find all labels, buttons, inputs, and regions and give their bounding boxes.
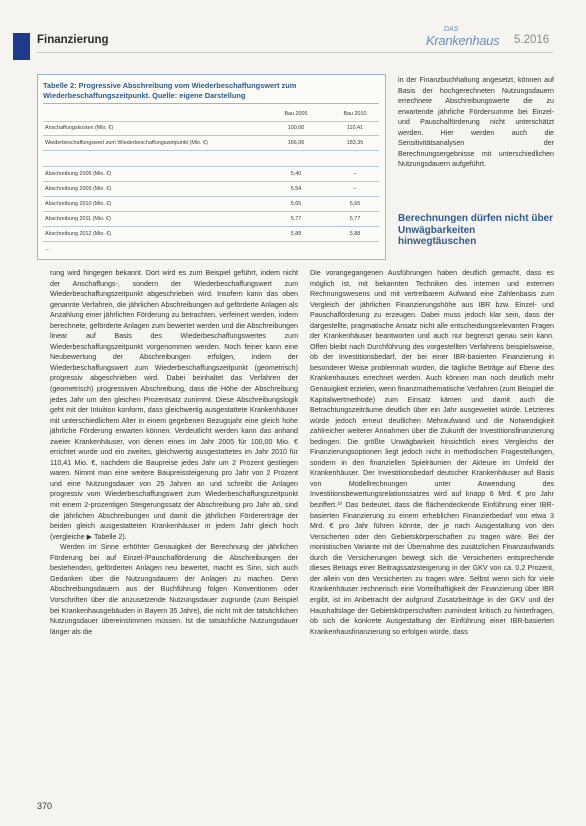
table-cell: – bbox=[353, 186, 357, 192]
table-cell: 183,35 bbox=[346, 140, 364, 146]
table-cell: 100,00 bbox=[287, 125, 305, 131]
table-row-label: Wiederbeschaffungswert zum Wiederbeschaffungszeitpunkt (Mio. €) bbox=[45, 140, 208, 146]
table-column-header: Bau 2005 bbox=[284, 111, 308, 117]
table-row-label: Abschreibung 2011 (Mio. €) bbox=[45, 216, 111, 222]
table-row bbox=[43, 153, 379, 167]
right-top-paragraph: in der Finanzbuchhaltung angesetzt, können auf Basis der hochgerechneten Nutzungsdauern errechnete Abschreibungswerte die zu erwartende jährliche Fördersumme bei Einzel- und Pauschalförderung nicht unterschätzt werden. Hier werden auch die Sensitivitätsanalysen der Berechnungsergebnisse mit unterschiedlichen Nutzungsdauern aufgeführt. bbox=[398, 76, 554, 169]
table-column-header: Bau 2010 bbox=[343, 111, 367, 117]
table-cell: 5,88 bbox=[290, 231, 302, 237]
right-column bbox=[310, 268, 554, 637]
table-cell: 5,65 bbox=[349, 201, 361, 207]
table-row-label: Anschaffungskosten (Mio. €) bbox=[45, 125, 114, 131]
table-row-label: Abschreibung 2012 (Mio. €) bbox=[45, 231, 112, 237]
table-cell: – bbox=[353, 171, 357, 177]
table-cell: 110,41 bbox=[346, 125, 364, 131]
header-divider bbox=[37, 52, 553, 53]
logo-name: Krankenhaus bbox=[426, 33, 500, 48]
issue-number: 5.2016 bbox=[514, 34, 550, 46]
table-caption: Tabelle 2: Progressive Abschreibung vom Wiederbeschaffungswert zum Wiederbeschaffungszeitpunkt. Quelle: eigene Darstellung bbox=[43, 81, 297, 100]
table-row bbox=[43, 137, 379, 151]
section-subheading: Berechnungen dürfen nicht über Unwägbarkeiten hinwegtäuschen bbox=[398, 213, 554, 247]
table-row bbox=[43, 122, 379, 136]
table-cell: 5,88 bbox=[349, 231, 361, 237]
table-row-label: Abschreibung 2006 (Mio. €) bbox=[45, 171, 112, 177]
table-row bbox=[43, 228, 379, 242]
left-column bbox=[50, 268, 298, 637]
magazine-logo bbox=[426, 26, 508, 50]
body-paragraph: rung wird hingegen bekannt. Dort wird es zum Beispiel geführt, indem nicht der Anschaffungs-, sondern der Wiederbeschaffungswert zum Wiederbeschaffungszeitpunkt abgeschrieben wird. Insofern kann das oben genannte Verfahren, die jährlichen Abschreibungen auf geförderte Anlagen als Anzahlung einer jährlichen Förderung zu betrachten, verfeinert werden, indem berechnete, geförderte Anlagen zum bewertet werden und die Abschreibungen linear auf Basis des Wiederbeschaffungswertes zum Wiederbeschaffungszeitpunkt vorgenommen werden. Noch feiner kann eine Neubewertung der Abschreibungen erfolgen, indem der Wiederbeschaffungswert zum Wiederbeschaffungszeitpunkt (geometrisch) progressiv abgeschrieben wird. Dabei beinhaltet das Verfahren der (geometrisch) progressiven Abschreibung, dass die Höhe der Abschreibung jedes Jahr um den gleichen Prozentsatz zunimmt. Diese Abschreibungslogik geht mit der Intuition konform, dass gleichwertig ausgestattete Krankenhäuser mit unterschiedlichem Alter in einem gegebenen Bezugsjahr eine gleich hohe jährliche Förderung erwarten können. Verdeutlicht werden kann das anhand zweier Krankenhäuser, von denen eines im Jahr 2005 für 100,00 Mio. € errichtet wurde und ein zweites, gleichwertig ausgestattetes im Jahr 2010 für 110,41 Mio. €, nachdem die Baupreise jedes Jahr um 2 Prozent gestiegen waren. Nimmt man eine weitere Baupreissteigerung pro Jahr von 2 Prozent und eine Nutzungsdauer von 25 Jahren an und schreibt die Anlagen progressiv vom Wiederbeschaffungswert zum Wiederbeschaffungszeitpunkt mit einem 2-prozentigen Steigerungssatz der Abschreibung pro Jahr ab, sind die jährlichen Abschreibungen und damit die jährlichen Fördererträge der beiden gleich ausgestatteten Krankenhäuser in jedem Jahr gleich hoch (vergleiche ▶ Tabelle 2). bbox=[50, 269, 298, 541]
table-cell: 5,77 bbox=[349, 216, 361, 222]
logo-prefix: DAS bbox=[444, 26, 459, 33]
section-color-tab bbox=[13, 33, 30, 60]
table-row bbox=[43, 198, 379, 212]
table-row-label: Abschreibung 2010 (Mio. €) bbox=[45, 201, 112, 207]
section-title: Finanzierung bbox=[37, 34, 109, 46]
table-row bbox=[43, 183, 379, 197]
table-row bbox=[43, 213, 379, 227]
table-row-label: Abschreibung 2009 (Mio. €) bbox=[45, 186, 112, 192]
table-cell: 5,54 bbox=[290, 186, 302, 192]
table-2 bbox=[37, 74, 386, 260]
body-paragraph: Werden im Sinne erhöhter Genauigkeit der Berechnung der jährlichen Förderung bei auf Einzel-/Pauschalförderung die Abschreibungen der bestehenden, geförderten Anlagen neu bewertet, macht es Sinn, sich auch Gedanken über die Nutzungsdauern der Anlagen zu machen. Denn Abschreibungsdauern aus der Buchführung folgen Konventionen oder Vorschriften über die anzusetzende Nutzungsdauer zugrunde (zum Beispiel bei Krankenhausgebäuden in Bayern 35 Jahre), die nicht mit der tatsächlichen Nutzungsdauer übereinstimmen müssen. Ist die tatsächliche Nutzungsdauer länger als die bbox=[50, 543, 298, 636]
table-cell: 5,65 bbox=[290, 201, 302, 207]
table-cell: 5,40 bbox=[290, 171, 302, 177]
table-row bbox=[43, 243, 379, 256]
page-number: 370 bbox=[37, 801, 53, 811]
table-cell: 166,06 bbox=[287, 140, 305, 146]
table-header-row bbox=[43, 108, 379, 122]
table-row-label: … bbox=[45, 246, 51, 252]
table-row bbox=[43, 168, 379, 182]
table-caption-divider bbox=[43, 103, 379, 104]
table-cell: 5,77 bbox=[290, 216, 302, 222]
body-paragraph: Die vorangegangenen Ausführungen haben deutlich gemacht, dass es möglich ist, mit bekannten Techniken des internen und externen Rechnungswesens und mit vertretbarem Aufwand eine Zahlenbasis zum Vergleich der jährlichen Finanzierungshöhe aus IBR bzw. Einzel- und Pauschalförderung zu erzeugen. Dabei muss jedoch klar sein, dass der dargestellte, pragmatische Ansatz nicht alle entscheidungsrelevanten Fragen der Krankenhäuser beantworten und auch nur begrenzt genau sein kann. Offen bleibt nach Durchführung des vorgestellten Verfahrens beispielsweise, ob der Investitionsbedarf, der bei einer IBR-basierten Finanzierung in besonderer Weise problemnah würden, die tägliche Beträge auf Ebene des Krankenhauses errechnet werden. Auch können man noch deutlich mehr Genauigkeit erzielen, wenn finanzmathematische Verfahren (zum Beispiel die Kapitalwertmethode) zum Einsatz kämen und damit auch die Betrachtungszeiträume deutlich über ein Jahr ausgeweitet würde. Letzteres würde jedoch erneut deutlichen Mehraufwand und die Notwendigkeit zahlreicher weiterer Annahmen über die Zukunft der Investitionsfinanzierung bedingen. Die größte Unwägbarkeit hinsichtlich eines Vergleichs der Finanzierungsoptionen liegt jedoch nicht in methodischen Fragestellungen, sondern in den finanziellen Spielräumen der Akteure im Umfeld der Krankenhäuser. Der Investitionsbedarf deutscher Krankenhäuser auf Basis von Modellrechnungen unter Anwendung des Investitionsbewertungsrelationssatzes wird auf knapp 6 Mrd. € pro Jahr beziffert.¹⁰ Das bedeutet, dass die flächendeckende Einführung einer IBR-basierten Finanzierung zu einem erheblichen Finanzierbedarf von etwa 3 Mrd. € pro Jahr führen könnte, der je nach Ausgestaltung von den Versicherten oder den Gebietskörperschaften zu tragen wäre. Bei der monistischen Variante mit der Übernahme des zusätzlichen Finanzaufwands durch die Versicherungen bewegt sich die Versicherten entsprechende dieses Betrags einer Beitragssatzsteigerung in der GKV von ca. 0,2 Prozent, der allein von den Versicherten zu tragen wäre. Selbst wenn sich für viele Krankenhäuser rechnerisch eine Vorteilhaftigkeit der Finanzierung über IBR ergibt, ist im Anbetracht der aufgrund Zusatzbeiträge in der GKV und der Haushaltslage der Gebietskörperschaften zumindest kritisch zu hinterfragen, ob sich die konkrete Ausgestaltung der Einführung einer IBR-basierten Krankenhausfinanzierung so erfolgen würde, dass bbox=[310, 269, 554, 636]
